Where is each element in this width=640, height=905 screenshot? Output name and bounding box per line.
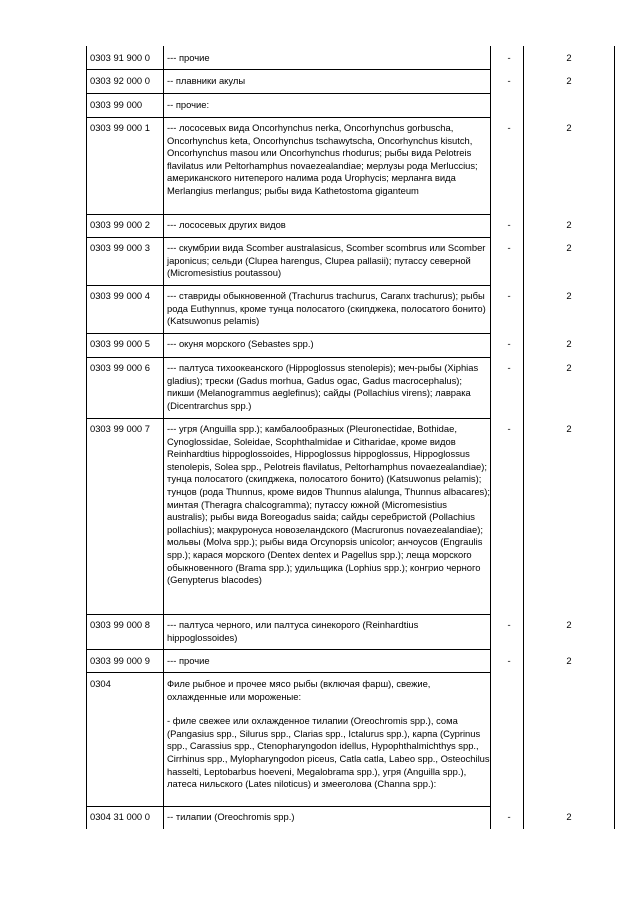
column-rule-code <box>163 46 164 829</box>
unit-value: - <box>507 242 511 253</box>
column-rule-left <box>86 46 87 829</box>
item-description: --- прочие <box>167 52 210 63</box>
unit-value: - <box>507 219 511 230</box>
row-separator <box>163 649 490 650</box>
item-description: --- лососевых вида Oncorhynchus nerka, Oncorhynchus gorbuscha, Oncorhynchus keta, Oncorhynchus tschawytscha, Oncorhynchus kisutch, Oncorhynchus masou или Oncorhynchus rhodurus; рыбы вида Pelotreis flavilatus или Peltorhamphus novaezealandiae; мерлузы рода Merluccius; американского нитеперого налима рода Urophycis; мерланга вида Merlangius merlangus; рыбы вида Kathetostoma giganteum <box>167 122 478 196</box>
row-separator <box>163 672 490 673</box>
item-description <box>167 678 490 791</box>
row-separator <box>86 357 163 358</box>
item-description: --- ставриды обыкновенной (Trachurus trachurus, Caranx trachurus); рыбы рода Euthynnus, кроме тунца полосатого (скипджека, полосатого бонито) (Katsuwonus pelamis) <box>167 290 486 327</box>
row-separator <box>163 614 490 615</box>
column-rule-desc <box>490 46 491 829</box>
duty-rate: 2 <box>566 338 572 349</box>
row-separator <box>86 672 163 673</box>
row-separator <box>86 806 163 807</box>
heading-description: Филе рыбное и прочее мясо рыбы (включая фарш), свежие, охлажденные или мороженые: <box>167 678 431 702</box>
row-separator <box>163 237 490 238</box>
column-rule-right <box>614 46 615 829</box>
row-separator <box>163 93 490 94</box>
unit-value: - <box>507 362 511 373</box>
duty-rate: 2 <box>566 423 572 434</box>
row-separator <box>86 237 163 238</box>
row-separator <box>163 69 490 70</box>
unit-value: - <box>507 811 511 822</box>
row-separator <box>86 614 163 615</box>
tariff-code: 0303 99 000 2 <box>90 219 150 230</box>
row-separator <box>86 333 163 334</box>
duty-rate: 2 <box>566 242 572 253</box>
duty-rate: 2 <box>566 811 572 822</box>
row-separator <box>163 285 490 286</box>
row-separator <box>163 117 490 118</box>
column-rule-dash <box>523 46 524 829</box>
tariff-code: 0303 99 000 4 <box>90 290 150 301</box>
unit-value: - <box>507 338 511 349</box>
item-description: --- палтуса черного, или палтуса синекорого (Reinhardtius hippoglossoides) <box>167 619 419 643</box>
unit-value: - <box>507 655 511 666</box>
unit-value: - <box>507 423 511 434</box>
unit-value: - <box>507 52 511 63</box>
duty-rate: 2 <box>566 290 572 301</box>
tariff-code: 0303 91 900 0 <box>90 52 150 63</box>
unit-value: - <box>507 122 511 133</box>
tariff-code: 0303 99 000 7 <box>90 423 150 434</box>
subheading-description: - филе свежее или охлажденное тилапии (Oreochromis spp.), сома (Pangasius spp., Silurus spp., Clarias spp., Ictalurus spp.), карпа (Cyprinus spp., Carassius spp., Ctenopharyngodon idellus, Hypophthalmichthys spp., Cirrhinus spp., Mylopharyngodon piceus, Catla catla, Labeo spp., Osteochilus hasselti, Leptobarbus hoeveni, Megalobrama spp.), угря (Anguilla spp.), латеса нильского (Lates niloticus) и змееголова (Channa spp.): <box>167 715 490 790</box>
tariff-code: 0303 92 000 0 <box>90 75 150 86</box>
item-description: -- прочие: <box>167 99 210 110</box>
tariff-code: 0303 99 000 3 <box>90 242 150 253</box>
item-description: --- палтуса тихоокеанского (Hippoglossus stenolepis); меч-рыбы (Xiphias gladius); трески (Gadus morhua, Gadus ogac, Gadus macrocephalus); пикши (Melanogrammus aeglefinus); сайды (Pollachius virens); лаврака (Dicentrarchus spp.) <box>167 362 479 411</box>
unit-value: - <box>507 290 511 301</box>
tariff-code: 0303 99 000 8 <box>90 619 150 630</box>
tariff-code: 0303 99 000 1 <box>90 122 150 133</box>
item-description: -- плавники акулы <box>167 75 246 86</box>
row-separator <box>163 418 490 419</box>
row-separator <box>86 649 163 650</box>
row-separator <box>86 418 163 419</box>
row-separator <box>163 333 490 334</box>
duty-rate: 2 <box>566 619 572 630</box>
item-description: --- скумбрии вида Scomber australasicus, Scomber scombrus или Scomber japonicus; сельди (Clupea harengus, Clupea pallasii); путассу северной (Micromesistius poutassou) <box>167 242 486 279</box>
item-description: --- угря (Anguilla spp.); камбалообразных (Pleuronectidae, Bothidae, Cynoglossidae, Soleidae, Scophthalmidae и Citharidae, кроме видов Reinhardtius hippoglossoides, Hippoglossus hippoglossus, Hippoglossus stenolepis, Solea spp., Pelotreis flavilatus, Peltorhamphus novaezealandiae); тунца полосатого (скипджека, полосатого бонито) (Katsuwonus pelamis); тунцов (рода Thunnus, кроме видов Thunnus alalunga, Thunnus albacares); минтая (Theragra chalcogramma); путассу южной (Micromesistius australis); рыбы вида Boreogadus saida; сайды серебристой (Pollachius pollachius); макруронуса новозеландского (Macruronus novaezealandiae); мольвы (Molva spp.); рыбы вида Orcynopsis unicolor; анчоусов (Engraulis spp.); карася морского (Dentex dentex и Pagellus spp.); леща морского обыкновенного (Brama spp.); удильщика (Lophius spp.); конгрио черного (Genypterus blacodes) <box>167 423 490 586</box>
item-description: -- тилапии (Oreochromis spp.) <box>167 811 295 822</box>
row-separator <box>163 357 490 358</box>
row-separator <box>163 806 490 807</box>
row-separator <box>86 117 163 118</box>
row-separator <box>163 214 490 215</box>
row-separator <box>86 285 163 286</box>
unit-value: - <box>507 619 511 630</box>
item-description: --- окуня морского (Sebastes spp.) <box>167 338 314 349</box>
tariff-code: 0303 99 000 5 <box>90 338 150 349</box>
row-separator <box>86 214 163 215</box>
duty-rate: 2 <box>566 122 572 133</box>
tariff-code: 0304 <box>90 678 111 689</box>
row-separator <box>86 93 163 94</box>
tariff-code: 0303 99 000 6 <box>90 362 150 373</box>
duty-rate: 2 <box>566 655 572 666</box>
item-description: --- прочие <box>167 655 210 666</box>
row-separator <box>86 69 163 70</box>
item-description: --- лососевых других видов <box>167 219 286 230</box>
duty-rate: 2 <box>566 362 572 373</box>
tariff-code: 0303 99 000 <box>90 99 143 110</box>
tariff-code: 0304 31 000 0 <box>90 811 150 822</box>
duty-rate: 2 <box>566 52 572 63</box>
tariff-code: 0303 99 000 9 <box>90 655 150 666</box>
duty-rate: 2 <box>566 219 572 230</box>
unit-value: - <box>507 75 511 86</box>
duty-rate: 2 <box>566 75 572 86</box>
